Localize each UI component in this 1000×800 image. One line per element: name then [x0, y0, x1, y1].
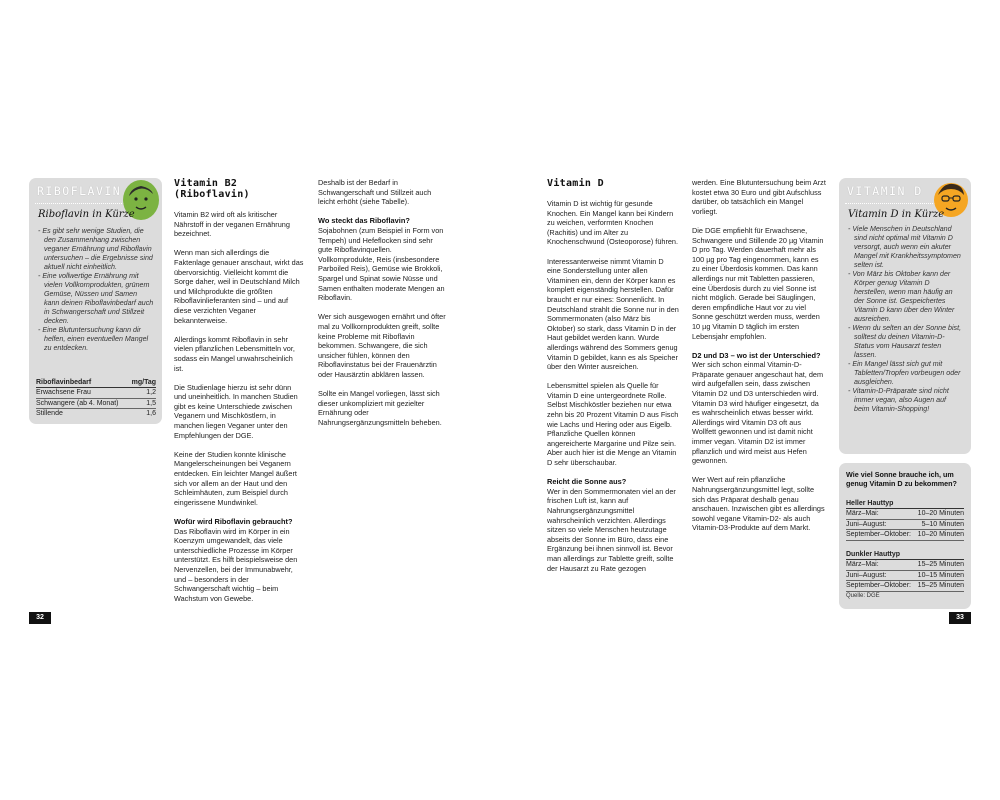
table-cell: März–Mai: [846, 560, 915, 570]
paragraph: Wer sich ausgewogen ernährt und öfter mal zu Vollkornprodukten greift, sollte keine Probleme mit Riboflavin bekommen. Schwangere, die sich unsicher fühlen, können den Riboflavinstatus bei der Frauenärztin oder Hausärztin abklären lassen. [318, 312, 446, 379]
paragraph: Wer in den Sommermonaten viel an der frischen Luft ist, kann auf Nahrungsergänzungsmittel wahrscheinlich verzichten. Allerdings sitzen so viele Menschen heutzutage abseits der Sonne im Büro, dass eine Ergänzung bei ihnen sinnvoll ist. Bevor man allerdings zur Tablette greift, sollte der Hausarzt zu Rate gezogen [547, 486, 676, 573]
heading-line: (Riboflavin) [174, 189, 250, 200]
subheading: Wofür wird Riboflavin gebraucht? [174, 517, 293, 526]
list-item: - Wenn du selten an der Sonne bist, solltest du deinen Vitamin-D-Status vom Hausarzt testen lassen. [848, 324, 962, 359]
paragraph: Wer Wert auf rein pflanzliche Nahrungsergänzungsmittel legt, sollte sich das Präparat deshalb genau anschauen. Inzwischen gibt es allerdings sowohl vegane Vitamin-D2- als auch Vitamin-D3-Produkte auf dem Markt. [692, 475, 825, 533]
left-column-2 [318, 178, 448, 437]
list-item: - Vitamin-D-Präparate sind nicht immer vegan, also Augen auf beim Vitamin-Shopping! [848, 387, 949, 413]
table-cell: 15–25 Minuten [915, 581, 964, 591]
paragraph: Sojabohnen (zum Beispiel in Form von Tempeh) und Hefeflocken sind sehr gute Riboflavinquellen. Vollkornprodukte, Reis (insbesondere Parboiled Reis), Gemüse wie Brokkoli, Spargel und Spinat sowie Nüsse und Samen enthalten moderate Mengen an Riboflavin. [318, 225, 445, 303]
table-cell: September–Oktober: [846, 581, 915, 591]
divider [35, 203, 126, 204]
list-item: - Eine vollwertige Ernährung mit vielen Vollkornprodukten, grünem Gemüse, Nüssen und Samen kann deinen Riboflavinbedarf auch in Schwangerschaft und Stillzeit decken. [38, 272, 154, 325]
list-item: - Es gibt sehr wenige Studien, die den Zusammenhang zwischen veganer Ernährung und Riboflavin untersuchen – die Ergebnisse sind aktuell nicht einheitlich. [38, 227, 153, 271]
table-cell: 10–20 Minuten [915, 509, 964, 519]
page-number: 32 [29, 612, 51, 624]
table-header: Heller Hauttyp [846, 499, 964, 509]
section-heading [174, 178, 304, 200]
paragraph: Wenn man sich allerdings die Faktenlage genauer anschaut, wirkt das übervorsichtig. Vielleicht kommt die Sorge daher, weil in Deutschland Milch und Milchprodukte die größten Riboflavinlieferanten sind – und auf diese verzichten Veganer bekannterweise. [174, 248, 304, 325]
paragraph: Allerdings kommt Riboflavin in sehr vielen pflanzlichen Lebensmitteln vor, sodass ein Mangel unwahrscheinlich ist. [174, 334, 295, 373]
list-item: - Eine Blutuntersuchung kann dir helfen, einen eventuellen Mangel zu entdecken. [38, 326, 149, 352]
right-column-2 [692, 178, 827, 543]
subheading: Wo steckt das Riboflavin? [318, 216, 410, 226]
paragraph: Wer sich schon einmal Vitamin-D-Präparate genauer angeschaut hat, dem wird aufgefallen sein, dass zwischen Vitamin D2 und D3 unterschieden wird. Vitamin D3 wird häufiger eingesetzt, da es wahrscheinlich etwas besser wirkt. Allerdings wird Vitamin D3 oft aus Wollfett gewonnen und ist damit nicht immer vegan. Vitamin D2 ist immer pflanzlich und wird meist aus Hefen gewonnen. [692, 360, 824, 466]
divider [845, 203, 935, 204]
paragraph: Das Riboflavin wird im Körper in ein Koenzym umgewandelt, das viele unterschiedliche Prozesse im Körper unterstützt. Es hilft beispielsweise den Nervenzellen, bei der Immunabwehr, und – besonders in der Schwangerschaft wichtig – beim Wachstum von Gewebe. [174, 526, 298, 603]
sidebox-subtitle: Riboflavin in Kürze [38, 209, 135, 220]
sun-question: Wie viel Sonne brauche ich, um genug Vitamin D zu bekommen? [846, 470, 957, 489]
riboflavin-table [36, 378, 156, 419]
table-header: Dunkler Hauttyp [846, 550, 964, 560]
left-column-1 [174, 178, 304, 613]
subheading: Reicht die Sonne aus? [547, 477, 627, 487]
vitamin-d-sidebox [839, 178, 971, 454]
table-cell: 10–20 Minuten [915, 530, 964, 540]
paragraph: Interessanterweise nimmt Vitamin D eine Sonderstellung unter allen Vitaminen ein, denn der Körper kann es komplett eigenständig herstellen. Dafür braucht er nur eines: Sonnenlicht. In Deutschland strahlt die Sonne nur in den Sommermonaten (also März bis Oktober) so stark, dass Vitamin D in der Haut gebildet werden kann. Wurde allerdings während des Sommers genug Vitamin D gebildet, kann es als Speicher über den Winter ausreichen. [547, 256, 679, 372]
list-item: - Viele Menschen in Deutschland sind nicht optimal mit Vitamin D versorgt, auch wenn ein akuter Mangel mit Krankheitssymptomen selten ist. [848, 225, 961, 269]
table-cell: 1,6 [146, 410, 156, 418]
dark-skin-table [846, 550, 964, 592]
table-cell: 1,5 [129, 398, 156, 408]
paragraph: Keine der Studien konnte klinische Mangelerscheinungen bei Veganern entdecken. Ein leichter Mangel äußert sich vor allem an der Haut und den Schleimhäuten, zum Beispiel durch eingerissene Mundwinkel. [174, 449, 297, 507]
section-heading: Vitamin D [547, 178, 604, 189]
paragraph: Deshalb ist der Bedarf in Schwangerschaft und Stillzeit auch leicht erhöht (siehe Tabelle). [318, 178, 432, 207]
riboflavin-bullets [38, 227, 154, 353]
source-note: Quelle: DGE [846, 593, 880, 599]
table-cell: Schwangere (ab 4. Monat) [36, 398, 129, 408]
table-cell: September–Oktober: [846, 530, 915, 540]
paragraph: Die DGE empfiehlt für Erwachsene, Schwangere und Stillende 20 µg Vitamin D pro Tag. Werden dauerhaft mehr als 100 µg pro Tag eingenommen, kann es zu einer Überdosis kommen. Das kann allerdings nur mit Tabletten passieren, eine Überdosis durch zu viel Sonne ist nicht möglich. Gerade bei Säuglingen, deren empfindliche Haut vor zu viel Sonne geschützt werden muss, werden 10 µg Vitamin D täglich im ersten Lebensjahr empfohlen. [692, 225, 824, 341]
table-cell: 5–10 Minuten [915, 519, 964, 529]
subheading: D2 und D3 – wo ist der Unterschied? [692, 350, 821, 360]
vitamin-d-bullets [848, 225, 963, 414]
right-column-1 [547, 178, 679, 583]
table-cell: März–Mai: [846, 509, 915, 519]
paragraph: Vitamin D ist wichtig für gesunde Knochen. Ein Mangel kann bei Kindern zu weichen, verformten Knochen (Rachitis) und im Alter zu Knochenschwund (Osteoporose) führen. [547, 199, 679, 247]
page-number: 33 [949, 612, 971, 624]
paragraph: Lebensmittel spielen als Quelle für Vitamin D eine untergeordnete Rolle. Selbst Mischköstler beziehen nur etwa zehn bis 20 Prozent Vitamin D aus Fisch wie Lachs und Hering oder aus Eigelb. Pflanzliche Quellen können angereicherte Margarine und Pilze sein. Aber auch hier ist die Menge an Vitamin D sehr überschaubar. [547, 381, 679, 468]
table-cell: Juni–August: [846, 570, 915, 580]
sidebox-subtitle: Vitamin D in Kürze [848, 209, 945, 220]
sidebox-title: VITAMIN D [847, 184, 923, 198]
sun-exposure-box [839, 463, 971, 609]
light-skin-table [846, 499, 964, 541]
list-item: - Ein Mangel lässt sich gut mit Tabletten/Tropfen vorbeugen oder ausgleichen. [848, 360, 961, 386]
table-cell: 10–15 Minuten [915, 570, 964, 580]
riboflavin-sidebox [29, 178, 162, 424]
table-cell: 15–25 Minuten [915, 560, 964, 570]
paragraph: werden. Eine Blutuntersuchung beim Arzt kostet etwa 30 Euro und gibt Aufschluss darüber, ob tatsächlich ein Mangel vorliegt. [692, 178, 826, 216]
table-cell: Juni–August: [846, 519, 915, 529]
table-cell: Stillende [36, 410, 63, 418]
sidebox-title: RIBOFLAVIN [37, 184, 122, 198]
paragraph: Vitamin B2 wird oft als kritischer Nährstoff in der veganen Ernährung bezeichnet. [174, 210, 290, 239]
table-cell: Erwachsene Frau [36, 388, 129, 398]
table-cell: 1,2 [129, 388, 156, 398]
list-item: - Von März bis Oktober kann der Körper genug Vitamin D herstellen, wenn man häufig an der Sonne ist. Gespeichertes Vitamin D kann über den Winter ausreichen. [848, 270, 955, 323]
paragraph: Die Studienlage hierzu ist sehr dünn und uneinheitlich. In manchen Studien gibt es keine Unterschiede zwischen Veganern und Mischköstlern, in manchen liegen Veganer unter den Empfehlungen der DGE. [174, 382, 298, 440]
heading-line: Vitamin B2 [174, 178, 238, 189]
paragraph: Sollte ein Mangel vorliegen, lässt sich dieser unkompliziert mit gezielter Ernährung oder Nahrungsergänzungsmitteln beheben. [318, 389, 442, 427]
table-header: mg/Tag [129, 378, 156, 388]
table-header: Riboflavinbedarf [36, 378, 129, 388]
